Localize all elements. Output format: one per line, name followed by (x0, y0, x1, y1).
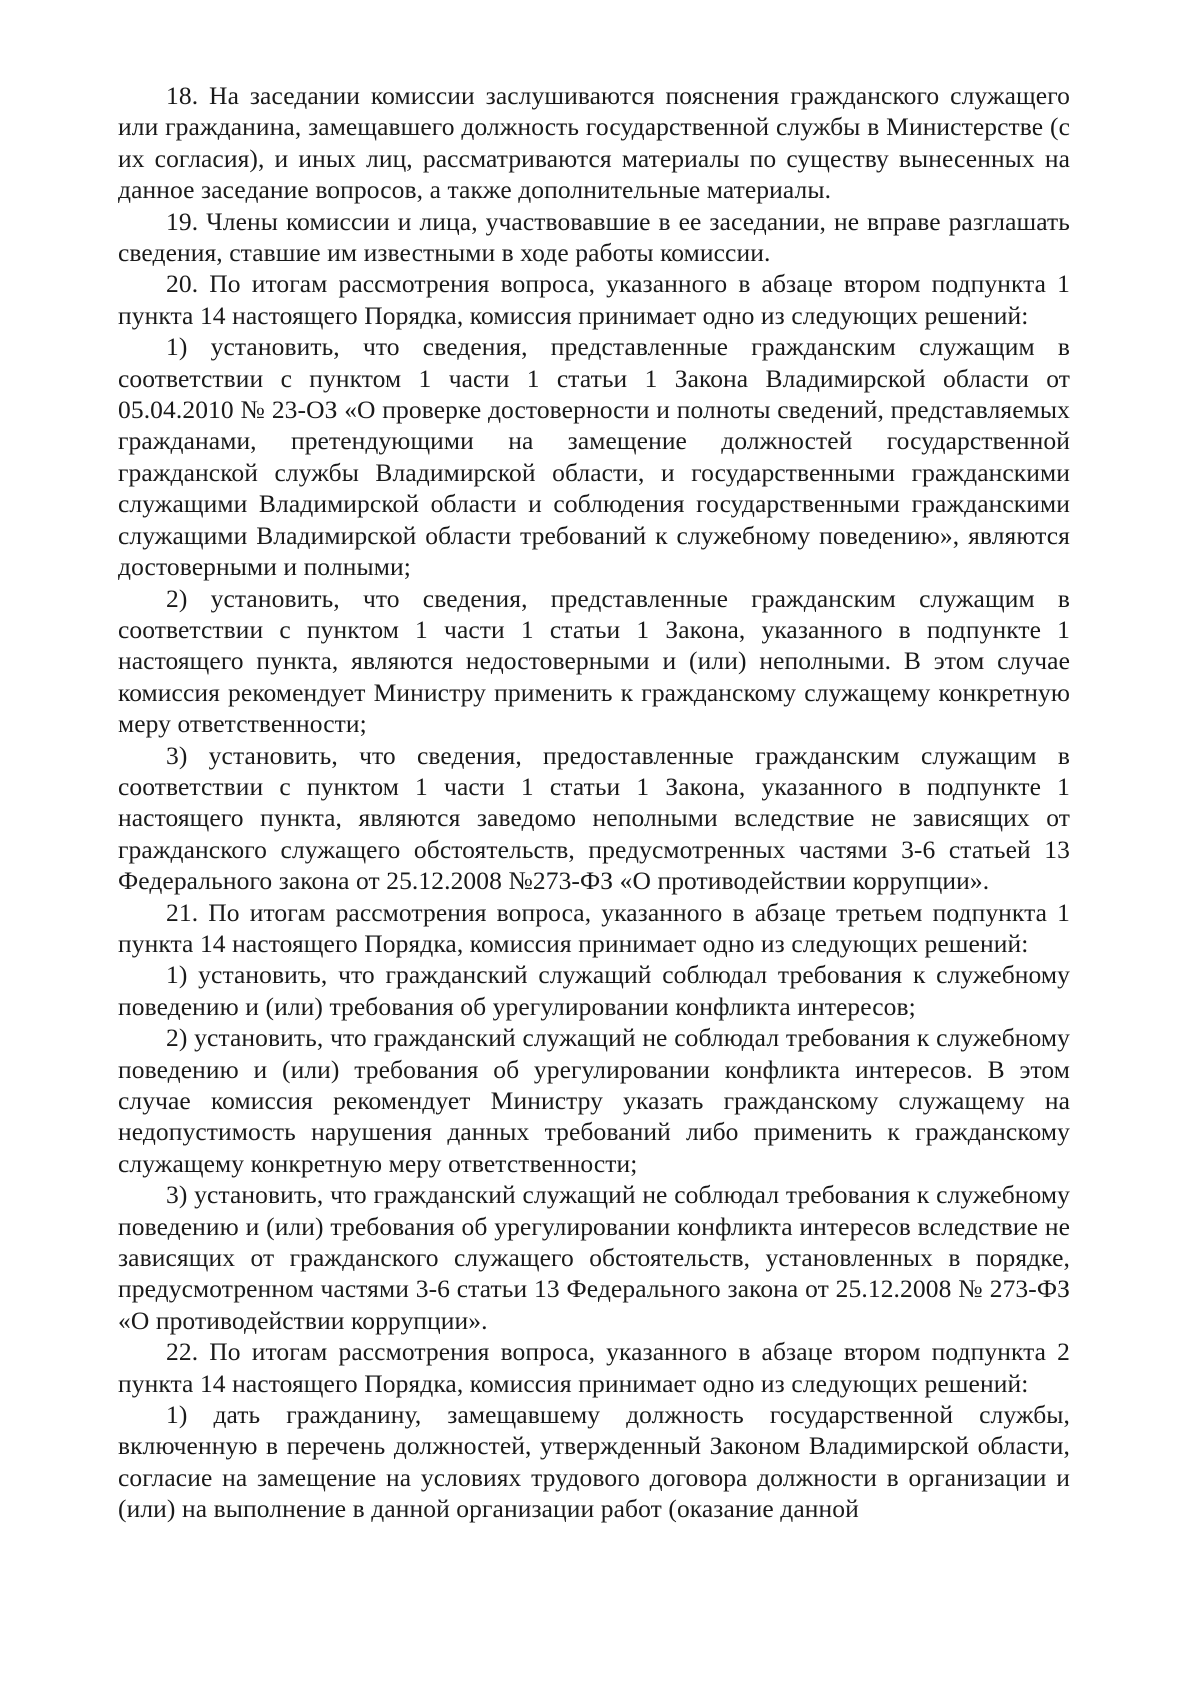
paragraph-20: 20. По итогам рассмотрения вопроса, указанного в абзаце втором подпункта 1 пункта 14 настоящего Порядка, комиссия принимает одно из следующих решений: (118, 269, 1070, 330)
paragraph-21: 21. По итогам рассмотрения вопроса, указанного в абзаце третьем подпункта 1 пункта 14 настоящего Порядка, комиссия принимает одно из следующих решений: (118, 897, 1070, 958)
paragraph-18: 18. На заседании комиссии заслушиваются пояснения гражданского служащего или гражданина, замещавшего должность государственной службы в Министерстве (с их согласия), и иных лиц, рассматриваются материалы по существу вынесенных на данное заседание вопросов, а также дополнительные материалы. (118, 81, 1070, 205)
document-body (118, 80, 1070, 1525)
paragraph-20-item-1: 1) установить, что сведения, представленные гражданским служащим в соответствии с пунктом 1 части 1 статьи 1 Закона Владимирской области от 05.04.2010 № 23-ОЗ «О проверке достоверности и полноты сведений, представляемых гражданами, претендующими на замещение должностей государственной гражданской службы Владимирской области, и государственными гражданскими служащими Владимирской области и соблюдения государственными гражданскими служащими Владимирской области требований к служебному поведению», являются достоверными и полными; (118, 332, 1070, 582)
paragraph-22-item-1: 1) дать гражданину, замещавшему должность государственной службы, включенную в перечень должностей, утвержденный Законом Владимирской области, согласие на замещение на условиях трудового договора должности в организации и (или) на выполнение в данной организации работ (оказание данной (118, 1400, 1070, 1524)
paragraph-19: 19. Члены комиссии и лица, участвовавшие в ее заседании, не вправе разглашать сведения, ставшие им известными в ходе работы комиссии. (118, 206, 1070, 268)
paragraph-21-item-3: 3) установить, что гражданский служащий не соблюдал требования к служебному поведению и (или) требования об урегулировании конфликта интересов вследствие не зависящих от гражданского служащего обстоятельств, установленных в порядке, предусмотренном частями 3-6 статьи 13 Федерального закона от 25.12.2008 № 273-ФЗ «О противодействии коррупции». (118, 1180, 1070, 1335)
paragraph-21-item-1: 1) установить, что гражданский служащий соблюдал требования к служебному поведению и (или) требования об урегулировании конфликта интересов; (118, 960, 1070, 1021)
paragraph-21-item-2: 2) установить, что гражданский служащий не соблюдал требования к служебному поведению и (или) требования об урегулировании конфликта интересов. В этом случае комиссия рекомендует Министру указать гражданскому служащему на недопустимость нарушения данных требований либо применить к гражданскому служащему конкретную меру ответственности; (118, 1023, 1070, 1178)
paragraph-20-item-2: 2) установить, что сведения, представленные гражданским служащим в соответствии с пунктом 1 части 1 статьи 1 Закона, указанного в подпункте 1 настоящего пункта, являются недостоверными и (или) неполными. В этом случае комиссия рекомендует Министру применить к гражданскому служащему конкретную меру ответственности; (118, 583, 1070, 739)
paragraph-22: 22. По итогам рассмотрения вопроса, указанного в абзаце втором подпункта 2 пункта 14 настоящего Порядка, комиссия принимает одно из следующих решений: (118, 1337, 1070, 1398)
paragraph-20-item-3: 3) установить, что сведения, предоставленные гражданским служащим в соответствии с пунктом 1 части 1 статьи 1 Закона, указанного в подпункте 1 настоящего пункта, являются заведомо неполными вследствие не зависящих от гражданского служащего обстоятельств, предусмотренных частями 3-6 статьей 13 Федерального закона от 25.12.2008 №273-ФЗ «О противодействии коррупции». (118, 740, 1070, 896)
